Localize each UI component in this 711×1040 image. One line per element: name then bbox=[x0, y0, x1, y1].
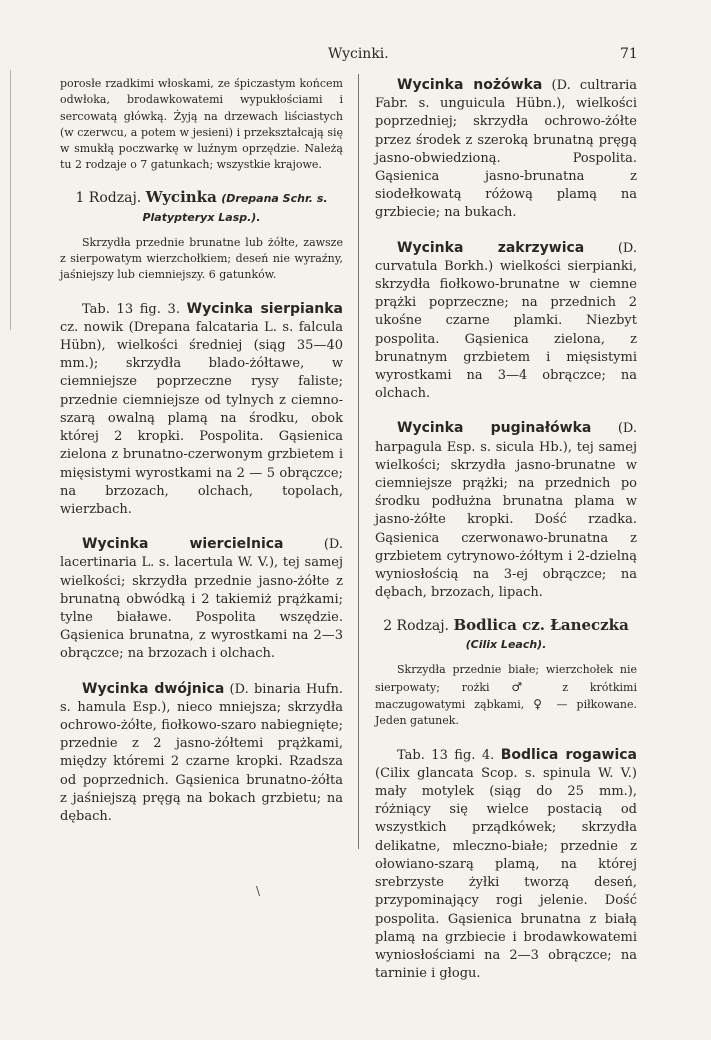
genus-latin: (Cilix Leach). bbox=[465, 638, 547, 652]
species-name: Bodlica rogawica bbox=[500, 746, 637, 763]
column-divider bbox=[358, 74, 359, 849]
species-entry-dwojnica bbox=[60, 680, 343, 827]
species-entry-sierpianka bbox=[60, 300, 343, 519]
species-text: cz. nowik (Drepana falcataria L. s. falcula Hübn), wielkości średniej (siąg 35—40 mm.); skrzydła blado-żółtawe, w ciemniejsze poprzeczne rysy faliste; przednie ciemniejsze od tylnych z ciemno-szarą owalną plamą na środku, obok której 2 kropki. Pospolita. Gąsienica zielona z brunatno-czerwonym grzbietem i mięsistymi wyrostkami na 2 — 5 obrączce; na brzozach, olchach, topolach, wierzbach. bbox=[60, 319, 343, 517]
species-entry-zakrzywica bbox=[375, 239, 637, 404]
species-entry-rogawica bbox=[375, 746, 637, 984]
genus-desc-part-c: — piłkowane. Jeden gatunek. bbox=[375, 698, 638, 728]
species-text: (D. binaria Hufn. s. hamula Esp.), nieco mniejsza; skrzydła ochrowo-żółte, fiołkowo-szaro nabiegnięte; przednie z 2 jasno-żółtemi prążkami, między któremi 2 czarne kropki. Rzadsza od poprzednich. Gąsienica brunatno-żółta z jaśniejszą pręgą na bokach grzbietu; na dębach. bbox=[60, 681, 343, 824]
species-name: Wycinka dwójnica bbox=[82, 680, 225, 697]
running-header bbox=[0, 44, 711, 66]
genus-heading-cilix bbox=[375, 616, 637, 654]
genus-heading-drepana bbox=[60, 188, 343, 227]
species-entry-nozowka bbox=[375, 76, 637, 223]
plate-reference: Tab. 13 fig. 3. bbox=[82, 301, 180, 317]
page-number: 71 bbox=[620, 46, 638, 62]
genus-latin: (Drepana Schr. s. Platypteryx Lasp.). bbox=[142, 191, 328, 224]
species-name: Wycinka nożówka bbox=[397, 77, 543, 93]
species-entry-wiercielnica bbox=[60, 535, 343, 663]
genus-description bbox=[375, 662, 637, 729]
genus-prefix: 1 Rodzaj. bbox=[75, 189, 142, 206]
plate-reference: Tab. 13 fig. 4. bbox=[397, 747, 495, 763]
species-text: (D. lacertinaria L. s. lacertula W. V.), tej samej wielkości; skrzydła przednie jasno-żółte z brunatną obwódką i 2 takiemiż prążkami; tylne białawe. Pospolita wszędzie. Gąsienica brunatna, z wyrostkami na 2—3 obrączce; na brzozach i olchach. bbox=[60, 537, 343, 662]
species-text: (D. cultraria Fabr. s. unguicula Hübn.), wielkości poprzedniej; skrzydła ochrowo-żółte przez środek z szeroką brunatną pręgą jasno-obwiedzioną. Pospolita. Gąsienica jasno-brunatna z siodełkowatą różową plamą na grzbiecie; na bukach. bbox=[375, 78, 638, 221]
genus-desc-part-b: z krótkimi maczugowatymi ząbkami, bbox=[375, 680, 637, 712]
genus-name: Wycinka bbox=[145, 187, 217, 206]
species-text: (D. harpagula Esp. s. sicula Hb.), tej samej wielkości; skrzydła jasno-brunatne w ciemniejsze prążki; na przednich po środku podłużna brunatna plama w jasno-żółte kropki. Dość rzadka. Gąsienica czerwonawo-brunatna z grzbietem cytrynowo-żółtym i 2-dzielną wyniosłością na 3-ej obrączce; na dębach, brzozach, lipach. bbox=[375, 421, 637, 601]
male-symbol-icon: ♂ bbox=[511, 679, 541, 694]
left-column bbox=[60, 76, 343, 826]
species-name: Wycinka puginałówka bbox=[397, 420, 592, 437]
printer-mark: \ bbox=[256, 884, 261, 898]
genus-name: Bodlica cz. Łaneczka bbox=[453, 616, 629, 635]
species-text: (Cilix glancata Scop. s. spinula W. V.) mały motylek (siąg do 25 mm.), różniący się wielce postacią od wszystkich prządkówek; skrzydła delikatne, mleczno-białe; przednie z ołowiano-szarą plamą, na której srebrzyste żyłki tworzą deseń, przypominający rogi jelenie. Dość pospolita. Gąsienica brunatna z białą plamą na grzbiecie i brodawkowatemi wyniosłościami na 2—3 obrączce; na tarninie i głogu. bbox=[375, 765, 637, 982]
genus-desc-part-a: Skrzydła przednie białe; wierzchołek nie sierpowaty; rożki bbox=[375, 663, 637, 694]
page-edge-line bbox=[10, 70, 11, 330]
species-name: Wycinka sierpianka bbox=[186, 300, 343, 317]
genus-prefix: 2 Rodzaj. bbox=[383, 618, 450, 635]
species-name: Wycinka zakrzywica bbox=[397, 239, 585, 256]
species-entry-puginalowka bbox=[375, 419, 637, 602]
species-text: (D. curvatula Borkh.) wielkości sierpianki, skrzydła fiołkowo-brunatne w ciemne prążki poprzeczne; na przednich 2 ukośne czarne plamki. Niezbyt pospolita. Gąsienica zielona, z brunatnym grzbietem i mięsistymi wyrostkami na 3—4 obrączce; na olchach. bbox=[375, 240, 637, 402]
species-name: Wycinka wiercielnica bbox=[82, 536, 284, 553]
female-symbol-icon: ♀ bbox=[533, 697, 548, 712]
right-column bbox=[375, 76, 637, 983]
genus-description: Skrzydła przednie brunatne lub żółte, zawsze z sierpowatym wierzchołkiem; deseń nie wyraźny, jaśniejszy lub ciemniejszy. 6 gatunków. bbox=[60, 235, 343, 282]
intro-paragraph: porosłe rzadkimi włoskami, ze śpiczastym końcem odwłoka, brodawkowatemi wypukłościami i sercowatą główką. Żyją na drzewach liściastych (w czerwcu, a potem w jesieni) i przekształcają się w smukłą poczwarkę w luźnym oprzędzie. Należą tu 2 rodzaje o 7 gatunkach; wszystkie krajowe. bbox=[60, 77, 343, 172]
header-title: Wycinki. bbox=[328, 46, 389, 62]
